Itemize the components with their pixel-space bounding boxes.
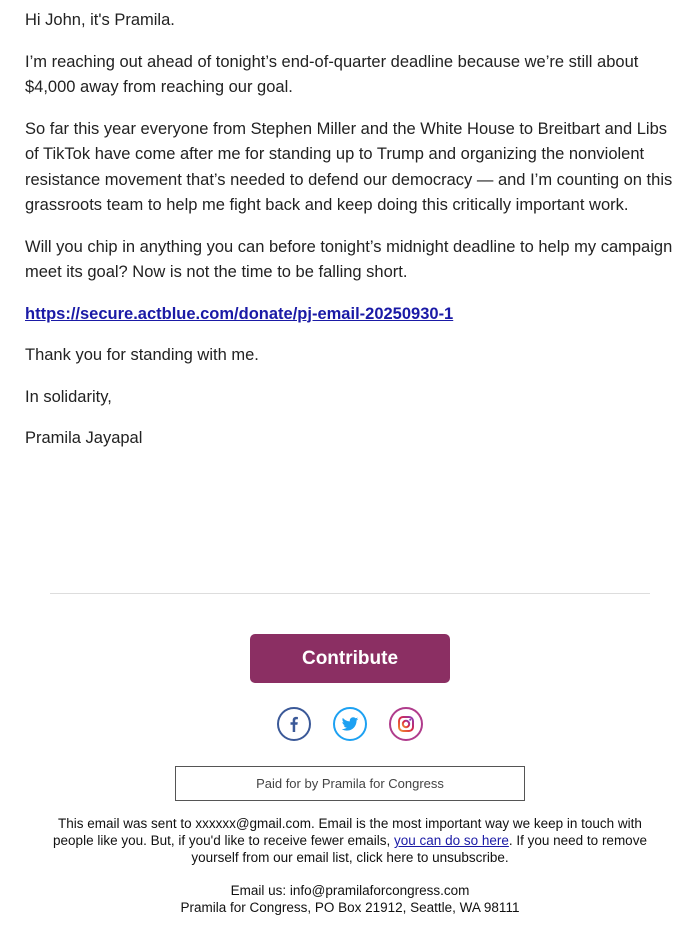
donate-link[interactable]: https://secure.actblue.com/donate/pj-email-20250930-1: [25, 304, 454, 323]
instagram-link[interactable]: [389, 707, 423, 741]
signature: Pramila Jayapal: [25, 429, 143, 447]
footer-sent-to: [40, 815, 660, 866]
paid-for-disclaimer: Paid for by Pramila for Congress: [175, 766, 525, 801]
footer: [40, 815, 660, 916]
paragraph-ask: Will you chip in anything you can before tonight’s midnight deadline to help my campaign meet its goal? Now is not the time to be falling short.: [25, 237, 673, 281]
email-body: [25, 8, 675, 468]
footer-unsubscribe-text: . If you need to remove yourself from our email list, click here to unsubscribe.: [191, 833, 647, 865]
footer-email-us: Email us: info@pramilaforcongress.com: [230, 883, 470, 898]
instagram-icon: [397, 715, 415, 733]
thanks-line: Thank you for standing with me.: [25, 346, 259, 364]
facebook-icon: [285, 715, 303, 733]
divider: [50, 593, 650, 594]
contribute-button[interactable]: Contribute: [250, 634, 450, 683]
twitter-icon: [341, 715, 359, 733]
donate-link-paragraph: [25, 302, 675, 328]
paragraph-deadline: I’m reaching out ahead of tonight’s end-of-quarter deadline because we’re still about $4,000 away from reaching our goal.: [25, 52, 639, 96]
greeting: Hi John, it's Pramila.: [25, 11, 175, 29]
footer-sent-to-text: This email was sent to xxxxxx@gmail.com. Email is the most important way we keep in touch with people like you. But, if you'd like to receive fewer emails,: [53, 816, 642, 848]
closing-line: In solidarity,: [25, 387, 112, 406]
facebook-link[interactable]: [277, 707, 311, 741]
twitter-link[interactable]: [333, 707, 367, 741]
fewer-emails-link[interactable]: you can do so here: [394, 833, 509, 848]
paragraph-attacks: So far this year everyone from Stephen Miller and the White House to Breitbart and Libs of TikTok have come after me for standing up to Trump and organizing the nonviolent resistance movement that’s needed to defend our democracy — and I’m counting on this grassroots team to help me fight back and keep doing this critically important work.: [25, 119, 673, 214]
footer-address: Pramila for Congress, PO Box 21912, Seattle, WA 98111: [180, 900, 520, 915]
